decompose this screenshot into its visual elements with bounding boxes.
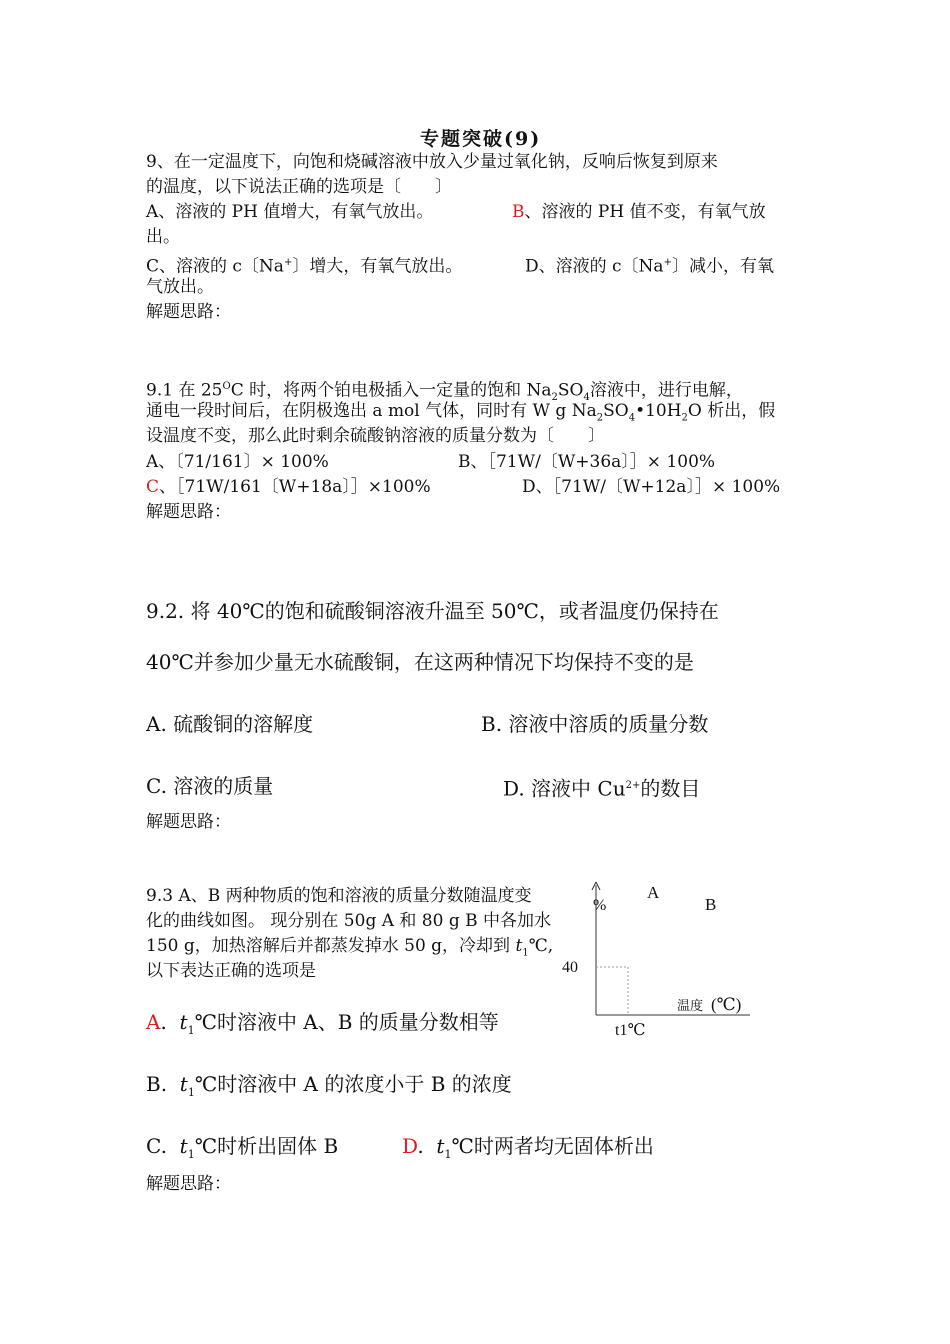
q93-hint-label: 解题思路：: [146, 1174, 231, 1194]
graph-x-tick-t1: t1℃: [615, 1022, 646, 1039]
q92-option-d-pre: D. 溶液中 Cu: [503, 776, 626, 801]
q93-line2: 化的曲线如图。 现分别在 50g A 和 80 g B 中各加水: [146, 911, 552, 931]
graph-y-arrow-left: [592, 882, 596, 890]
q93-option-a-sub: 1: [187, 1024, 195, 1037]
q93-line1: 9.3 A、B 两种物质的饱和溶液的质量分数随温度变: [146, 886, 532, 906]
graph-y-label: %: [593, 897, 607, 914]
q92-option-c: C. 溶液的质量: [146, 774, 274, 798]
q93-option-d-sub: 1: [444, 1148, 452, 1161]
graph-curve-a-label: A: [647, 883, 660, 902]
q9-option-c-pre: C、溶液的 c〔Na: [146, 256, 284, 277]
q9-stem-line2: 的温度，以下说法正确的选项是〔 〕: [146, 177, 452, 197]
q93-option-b-text: ℃时溶液中 A 的浓度小于 B 的浓度: [194, 1072, 512, 1096]
q9-option-b-wrap: 出。: [146, 227, 180, 247]
q91-line3: 设温度不变，那么此时剩余硫酸钠溶液的质量分数为〔 〕: [146, 426, 605, 446]
q91-l2-sub2: 2: [596, 412, 604, 424]
q91-l1-mid: C 时，将两个铂电极插入一定量的饱和 Na: [230, 380, 552, 401]
q91-l2-subh: 2: [681, 412, 688, 424]
q91-l1-pre: 9.1 在 25: [146, 380, 223, 401]
q93-option-b-t: t: [179, 1072, 188, 1096]
graph-x-label-unit: (℃): [711, 995, 742, 1014]
q9-option-b: [512, 200, 766, 225]
q91-l2-post: O 析出，假: [687, 401, 776, 421]
q93-option-b: [146, 1070, 512, 1107]
q93-option-a-text: ℃时溶液中 A、B 的质量分数相等: [194, 1010, 499, 1034]
q93-option-d-letter: D: [402, 1134, 418, 1158]
q91-l1-post: 溶液中，进行电解，: [589, 380, 743, 401]
q92-option-d-sup: 2+: [625, 780, 641, 791]
q91-l1-sub2: 2: [551, 392, 558, 404]
q9-option-a: A、溶液的 PH 值增大，有氧气放出。: [146, 202, 434, 222]
graph-y-tick-40: 40: [562, 959, 578, 976]
q93-option-d-text: ℃时两者均无固体析出: [451, 1134, 654, 1158]
q9-stem-line1: 9、在一定温度下，向饱和烧碱溶液中放入少量过氧化钠，反响后恢复到原来: [146, 152, 718, 172]
q9-option-b-letter: B: [512, 202, 525, 222]
q9-option-d-sup: +: [663, 257, 672, 268]
q93-option-a-dot: .: [160, 1010, 180, 1034]
q93-line4: 以下表达正确的选项是: [146, 961, 316, 981]
q92-hint-label: 解题思路：: [146, 812, 231, 832]
q92-option-a: A. 硫酸铜的溶解度: [146, 712, 314, 736]
q93-option-a: [146, 1008, 499, 1045]
q9-option-c-post: 〕增大，有氧气放出。: [292, 256, 463, 277]
q9-option-b-text: 、溶液的 PH 值不变，有氧气放: [524, 202, 766, 222]
q93-option-d-t: t: [436, 1134, 445, 1158]
q93-option-b-sub: 1: [187, 1086, 195, 1099]
q93-l3-post: ℃,: [528, 936, 554, 956]
q93-option-d: [402, 1132, 654, 1169]
q93-option-c: [146, 1132, 338, 1169]
q91-option-b: B、［71W/〔W+36a〕］× 100%: [458, 452, 716, 472]
q93-option-b-pre: B.: [146, 1072, 180, 1096]
q91-option-c-text: 、［71W/161〔W+18a〕］×100%: [159, 477, 431, 497]
q91-l2-sub4: 4: [628, 412, 636, 424]
q9-hint-label: 解题思路：: [146, 302, 231, 322]
q93-option-c-sub: 1: [187, 1148, 195, 1161]
graph-y-arrow-right: [596, 882, 600, 890]
q91-option-d: D、［71W/〔W+12a〕］× 100%: [522, 477, 781, 497]
q9-option-c-sup: +: [283, 257, 293, 268]
q93-option-c-t: t: [179, 1134, 188, 1158]
q91-option-c: [146, 475, 431, 500]
q91-l1-sup: O: [222, 381, 231, 392]
q93-option-c-text: ℃时析出固体 B: [194, 1134, 339, 1158]
q92-line1: 9.2. 将 40℃的饱和硫酸铜溶液升温至 50℃，或者温度仍保持在: [146, 599, 719, 623]
q91-l2-pre: 通电一段时间后，在阴极逸出 a mol 气体，同时有 W g Na: [146, 401, 597, 421]
q91-option-a: A、〔71/161〕× 100%: [146, 452, 329, 472]
q93-option-d-dot: .: [417, 1134, 437, 1158]
q91-l1-sub4: 4: [583, 392, 590, 404]
page-title: 专题突破(9): [420, 128, 542, 150]
q93-option-a-letter: A: [146, 1010, 161, 1034]
q92-option-b: B. 溶液中溶质的质量分数: [481, 712, 709, 736]
q93-l3-pre: 150 g，加热溶解后并都蒸发掉水 50 g，冷却到: [146, 936, 516, 956]
q93-l3-t: t: [515, 936, 523, 956]
q9-option-d-wrap: 气放出。: [146, 277, 214, 297]
q93-option-a-t: t: [179, 1010, 188, 1034]
q91-option-c-letter: C: [146, 477, 160, 497]
q91-l2-so: SO: [603, 401, 629, 421]
q9-option-d: [525, 250, 774, 280]
q92-line2: 40℃并参加少量无水硫酸铜，在这两种情况下均保持不变的是: [146, 650, 694, 674]
q91-l2-mid: •10H: [635, 401, 682, 421]
graph-x-label-cn: 温度: [677, 998, 704, 1013]
q93-option-c-pre: C.: [146, 1134, 180, 1158]
q91-hint-label: 解题思路：: [146, 502, 231, 522]
q92-option-d-post: 的数目: [640, 776, 701, 801]
q92-option-d: [503, 772, 700, 803]
q9-option-d-pre: D、溶液的 c〔Na: [525, 256, 664, 277]
q93-l3-sub: 1: [522, 947, 529, 959]
q9-option-d-post: 〕减小，有氧: [671, 256, 774, 277]
solubility-graph: [555, 875, 765, 1045]
q91-l1-so: SO: [557, 380, 584, 401]
graph-curve-b-label: B: [705, 895, 717, 914]
